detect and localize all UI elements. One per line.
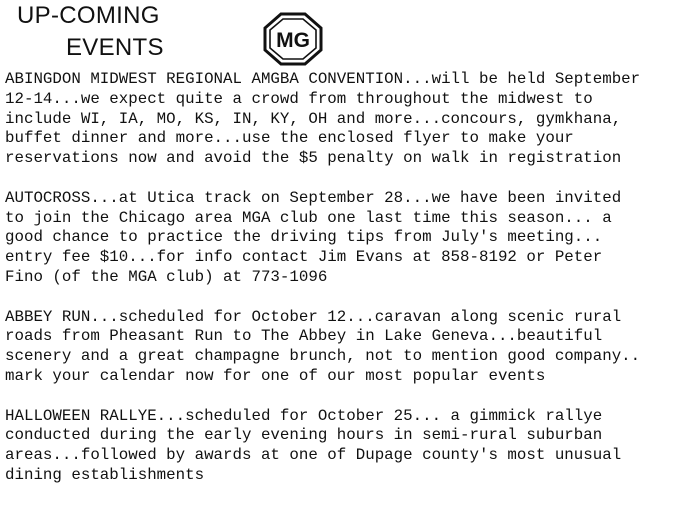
event-text-line: areas...followed by awards at one of Dupage county's most unusual	[5, 446, 622, 465]
events-list	[5, 70, 673, 506]
event-text-line: good chance to practice the driving tips from July's meeting...	[5, 228, 603, 247]
event-text-line: AUTOCROSS...at Utica track on September 28...we have been invited	[5, 188, 622, 207]
logo-text: MG	[276, 29, 310, 52]
event-text-line: Fino (of the MGA club) at 773-1096	[5, 267, 328, 286]
event-text-line: mark your calendar now for one of our most popular events	[5, 366, 546, 385]
event-text-line: entry fee $10...for info contact Jim Evans at 858-8192 or Peter	[5, 248, 603, 267]
event-text-line: HALLOWEEN RALLYE...scheduled for October 25... a gimmick rallye	[5, 406, 603, 425]
event-halloween-rallye	[5, 407, 673, 486]
event-text-line: ABBEY RUN...scheduled for October 12...caravan along scenic rural	[5, 307, 622, 326]
event-text-line: roads from Pheasant Run to The Abbey in Lake Geneva...beautiful	[5, 327, 603, 346]
event-text-line: conducted during the early evening hours in semi-rural suburban	[5, 426, 603, 445]
event-text-line: scenery and a great champagne brunch, not to mention good company..	[5, 347, 641, 366]
event-text-line: ABINGDON MIDWEST REGIONAL AMGBA CONVENTION...will be held September	[5, 70, 641, 88]
page-title-line-2: EVENTS	[66, 34, 164, 61]
event-text-line: 12-14...we expect quite a crowd from throughout the midwest to	[5, 89, 593, 108]
event-text-line: reservations now and avoid the $5 penalty on walk in registration	[5, 149, 622, 168]
page-header	[0, 0, 676, 68]
event-abingdon-convention	[5, 70, 673, 169]
event-abbey-run	[5, 308, 673, 387]
page-title-line-1: UP-COMING	[17, 2, 160, 29]
event-text-line: include WI, IA, MO, KS, IN, KY, OH and more...concours, gymkhana,	[5, 109, 622, 128]
event-text-line: buffet dinner and more...use the enclosed flyer to make your	[5, 129, 574, 148]
event-text-line: dining establishments	[5, 465, 205, 484]
mg-logo-icon	[263, 12, 323, 66]
event-autocross	[5, 189, 673, 288]
event-text-line: to join the Chicago area MGA club one last time this season... a	[5, 208, 612, 227]
